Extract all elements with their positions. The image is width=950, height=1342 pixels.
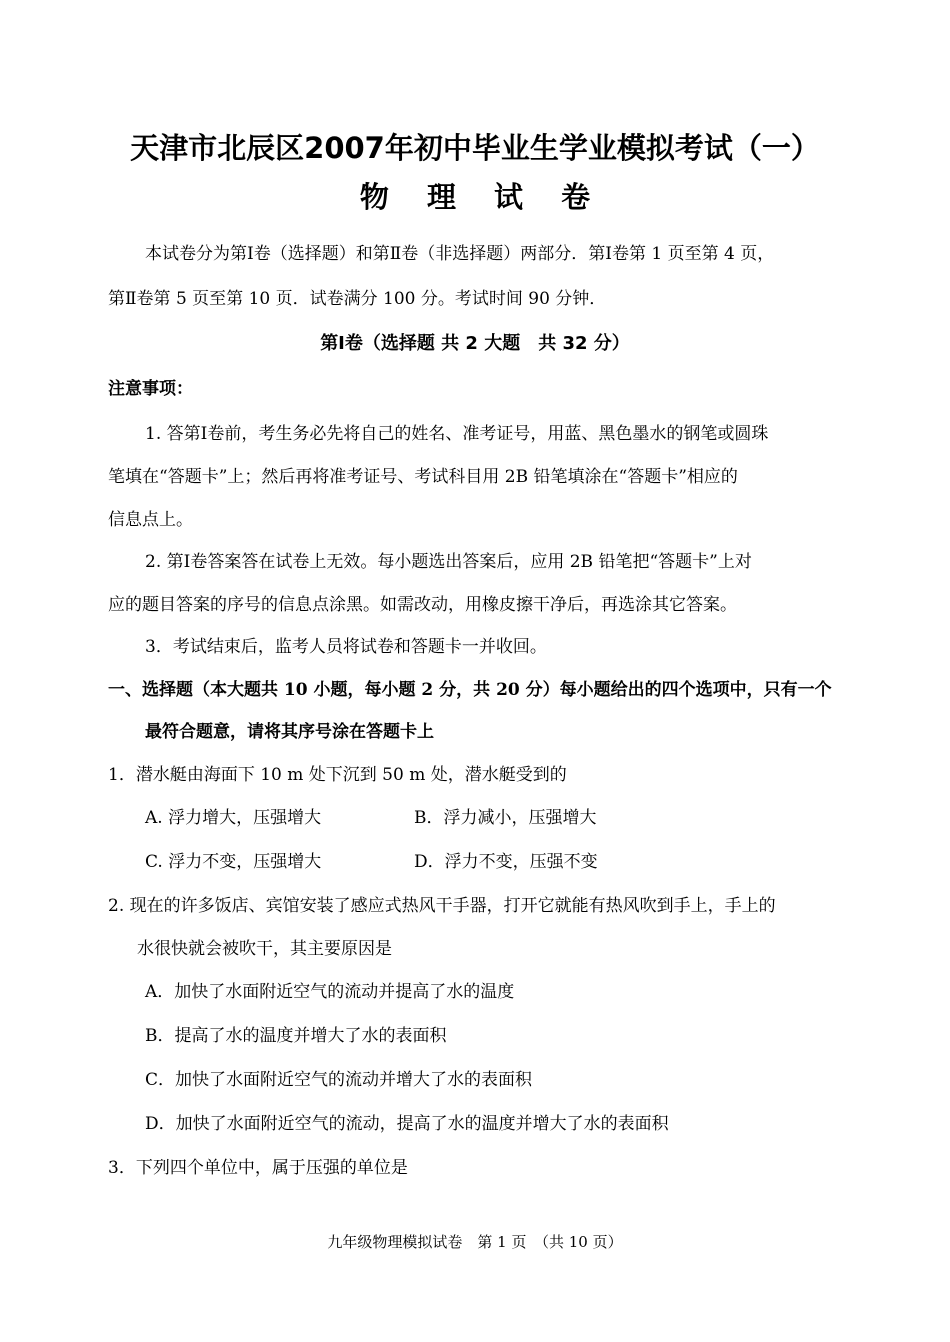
question-3-stem: 3．下列四个单位中，属于压强的单位是	[108, 1158, 408, 1178]
exam-subtitle: 物 理 试 卷	[359, 180, 605, 214]
notice-item-2-line-1: 2. 第Ⅰ卷答案答在试卷上无效。每小题选出答案后，应用 2B 铅笔把“答题卡”上对	[145, 552, 752, 572]
intro-line-2: 第Ⅱ卷第 5 页至第 10 页．试卷满分 100 分。考试时间 90 分钟．	[108, 289, 607, 309]
section-heading: 第Ⅰ卷（选择题 共 2 大题 共 32 分）	[320, 333, 630, 354]
notice-item-1-line-3: 信息点上。	[108, 510, 193, 530]
notice-item-1-line-1: 1. 答第Ⅰ卷前，考生务必先将自己的姓名、准考证号，用蓝、黑色墨水的钢笔或圆珠	[145, 424, 769, 444]
notice-item-2-line-2: 应的题目答案的序号的信息点涂黑。如需改动，用橡皮擦干净后，再选涂其它答案。	[108, 595, 737, 615]
question-1-option-c: C. 浮力不变，压强增大	[145, 852, 322, 872]
question-2-option-a: A．加快了水面附近空气的流动并提高了水的温度	[145, 982, 515, 1002]
notice-item-1-line-2: 笔填在“答题卡”上；然后再将准考证号、考试科目用 2B 铅笔填涂在“答题卡”相应的	[108, 467, 738, 487]
intro-line-1: 本试卷分为第Ⅰ卷（选择题）和第Ⅱ卷（非选择题）两部分．第Ⅰ卷第 1 页至第 4 页，	[145, 244, 775, 264]
question-1-option-b: B．浮力减小，压强增大	[414, 808, 597, 828]
question-2-stem-line-2: 水很快就会被吹干，其主要原因是	[137, 939, 392, 959]
question-1-stem: 1．潜水艇由海面下 10 m 处下沉到 50 m 处，潜水艇受到的	[108, 765, 567, 785]
notice-item-3: 3．考试结束后，监考人员将试卷和答题卡一并收回。	[145, 637, 547, 657]
part1-instruction-line-2: 最符合题意，请将其序号涂在答题卡上	[145, 722, 434, 742]
question-1-option-d: D．浮力不变，压强不变	[414, 852, 598, 872]
question-2-stem-line-1: 2. 现在的许多饭店、宾馆安装了感应式热风干手器，打开它就能有热风吹到手上，手上的	[108, 896, 776, 916]
notice-label: 注意事项：	[108, 379, 193, 399]
page-footer: 九年级物理模拟试卷 第 1 页 （共 10 页）	[327, 1233, 623, 1251]
question-2-option-c: C．加快了水面附近空气的流动并增大了水的表面积	[145, 1070, 533, 1090]
question-2-option-d: D．加快了水面附近空气的流动，提高了水的温度并增大了水的表面积	[145, 1114, 669, 1134]
question-1-option-a: A. 浮力增大，压强增大	[145, 808, 322, 828]
exam-title: 天津市北辰区2007年初中毕业生学业模拟考试（一）	[130, 131, 820, 165]
part1-instruction-line-1: 一、选择题（本大题共 10 小题，每小题 2 分，共 20 分）每小题给出的四个选项中，只有一个	[108, 680, 832, 700]
question-2-option-b: B．提高了水的温度并增大了水的表面积	[145, 1026, 447, 1046]
